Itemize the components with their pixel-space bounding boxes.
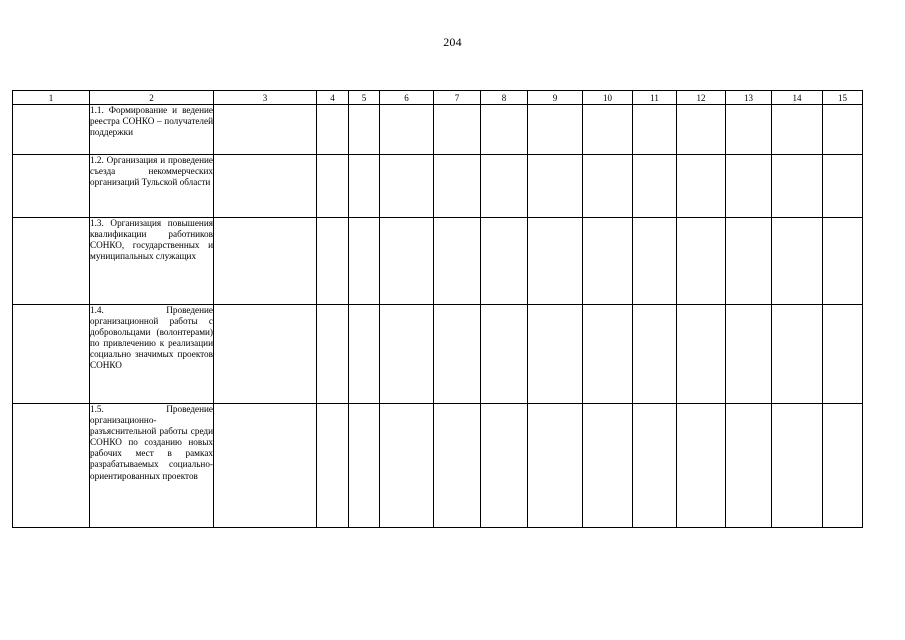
table-cell — [434, 218, 481, 305]
table-cell — [13, 155, 90, 218]
table-cell — [677, 404, 726, 528]
table-cell — [583, 105, 633, 155]
row-description-text: 1.3. Организация повышения квалификации работников СОНКО, государственных и муниципальных служащих — [90, 218, 213, 262]
column-header: 3 — [214, 91, 317, 105]
table-cell — [677, 105, 726, 155]
column-header: 4 — [317, 91, 349, 105]
table-cell — [633, 105, 677, 155]
row-description-text: 1.4. Проведение организационной работы с добровольцами (волонтерами) по привлечению к реализации социально значимых проектов СОНКО — [90, 305, 213, 371]
table-cell — [823, 305, 863, 404]
column-header: 9 — [528, 91, 583, 105]
table-cell — [726, 155, 772, 218]
column-header: 7 — [434, 91, 481, 105]
column-header: 2 — [90, 91, 214, 105]
table-cell — [583, 404, 633, 528]
table-cell — [528, 155, 583, 218]
table-cell — [317, 218, 349, 305]
table-cell — [677, 305, 726, 404]
table-cell — [772, 105, 823, 155]
column-header: 13 — [726, 91, 772, 105]
column-header: 10 — [583, 91, 633, 105]
table-row — [13, 105, 863, 155]
column-header: 5 — [349, 91, 380, 105]
table-cell — [823, 155, 863, 218]
row-description — [90, 305, 214, 404]
table-cell — [13, 404, 90, 528]
table-cell — [380, 305, 434, 404]
table-cell — [583, 218, 633, 305]
page-number: 204 — [443, 35, 462, 49]
table-cell — [214, 305, 317, 404]
column-header: 11 — [633, 91, 677, 105]
table-cell — [380, 404, 434, 528]
table-cell — [633, 404, 677, 528]
column-header: 8 — [481, 91, 528, 105]
row-description-text: 1.1. Формирование и ведение реестра СОНКО – получателей поддержки — [90, 105, 213, 138]
column-header: 15 — [823, 91, 863, 105]
header-row — [13, 91, 863, 105]
table-cell — [528, 305, 583, 404]
program-table — [12, 90, 863, 528]
table-cell — [317, 105, 349, 155]
table-cell — [317, 155, 349, 218]
table-cell — [481, 305, 528, 404]
table-cell — [481, 105, 528, 155]
table-cell — [214, 218, 317, 305]
table-cell — [677, 218, 726, 305]
table-cell — [528, 404, 583, 528]
table-cell — [481, 218, 528, 305]
row-description — [90, 218, 214, 305]
column-header: 1 — [13, 91, 90, 105]
table-cell — [772, 218, 823, 305]
table-cell — [726, 105, 772, 155]
table-row — [13, 404, 863, 528]
table-cell — [633, 305, 677, 404]
row-description-text: 1.2. Организация и проведение съезда некоммерческих организаций Тульской области — [90, 155, 213, 188]
column-header: 12 — [677, 91, 726, 105]
table-cell — [726, 404, 772, 528]
table-cell — [772, 155, 823, 218]
column-header: 14 — [772, 91, 823, 105]
table-cell — [823, 404, 863, 528]
table-row — [13, 305, 863, 404]
row-description-text: 1.5. Проведение организационно-разъяснительной работы среди СОНКО по созданию новых рабочих мест в рамках разрабатываемых социально-ориентированных проектов — [90, 404, 213, 481]
table-cell — [214, 404, 317, 528]
table-cell — [481, 404, 528, 528]
table-cell — [380, 218, 434, 305]
table-cell — [726, 305, 772, 404]
table-cell — [349, 105, 380, 155]
table-cell — [13, 305, 90, 404]
table-cell — [349, 218, 380, 305]
table-cell — [349, 305, 380, 404]
table-cell — [434, 105, 481, 155]
table-cell — [726, 218, 772, 305]
table-cell — [434, 305, 481, 404]
table-cell — [583, 305, 633, 404]
row-description — [90, 105, 214, 155]
table-cell — [583, 155, 633, 218]
table-cell — [13, 105, 90, 155]
table-cell — [317, 404, 349, 528]
column-header: 6 — [380, 91, 434, 105]
table-cell — [528, 105, 583, 155]
table-row — [13, 218, 863, 305]
table-cell — [633, 218, 677, 305]
table-cell — [481, 155, 528, 218]
table-cell — [434, 404, 481, 528]
row-description — [90, 155, 214, 218]
table-cell — [349, 155, 380, 218]
table-cell — [317, 305, 349, 404]
table-cell — [677, 155, 726, 218]
table-cell — [380, 105, 434, 155]
table-cell — [823, 105, 863, 155]
table-header — [13, 91, 863, 105]
table-cell — [528, 218, 583, 305]
table-cell — [349, 404, 380, 528]
table-cell — [823, 218, 863, 305]
table-cell — [772, 404, 823, 528]
table-row — [13, 155, 863, 218]
table-cell — [434, 155, 481, 218]
table-cell — [633, 155, 677, 218]
table-body — [13, 105, 863, 528]
table-cell — [214, 155, 317, 218]
table-cell — [214, 105, 317, 155]
row-description — [90, 404, 214, 528]
table-cell — [772, 305, 823, 404]
table-cell — [380, 155, 434, 218]
table-cell — [13, 218, 90, 305]
